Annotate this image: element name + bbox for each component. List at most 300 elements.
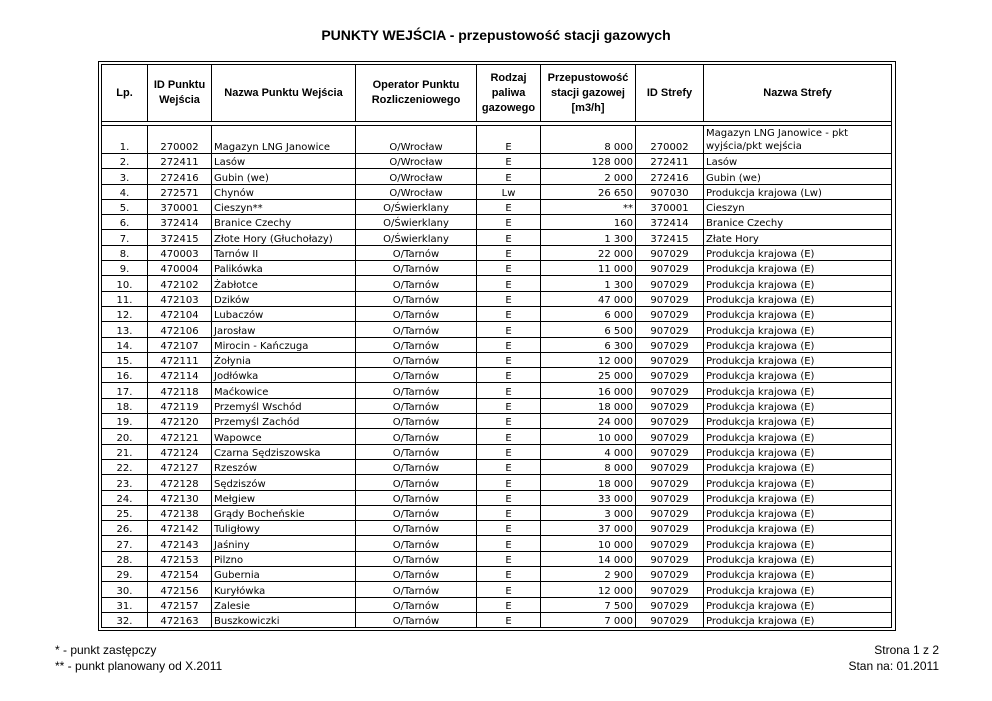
cell-id-strefy: 907029 <box>636 322 704 337</box>
table-row <box>102 352 892 367</box>
cell-id-strefy: 907029 <box>636 612 704 627</box>
cell-lp: 24. <box>102 490 148 505</box>
cell-id-strefy: 907029 <box>636 490 704 505</box>
cell-nazwa: Żabłotce <box>212 276 356 291</box>
table-row <box>102 291 892 306</box>
cell-rodzaj: E <box>477 261 541 276</box>
cell-lp: 27. <box>102 536 148 551</box>
cell-id-strefy: 907029 <box>636 261 704 276</box>
table-row <box>102 490 892 505</box>
cell-lp: 32. <box>102 612 148 627</box>
cell-id-strefy: 907029 <box>636 597 704 612</box>
cell-nazwa: Wapowce <box>212 429 356 444</box>
cell-operator: O/Tarnów <box>356 337 477 352</box>
cell-nazwa-strefy: Produkcja krajowa (E) <box>704 444 892 459</box>
cell-lp: 21. <box>102 444 148 459</box>
cell-nazwa-strefy: Produkcja krajowa (E) <box>704 383 892 398</box>
cell-id: 472104 <box>148 306 212 321</box>
cell-lp: 8. <box>102 245 148 260</box>
table-row <box>102 597 892 612</box>
cell-nazwa-strefy: Produkcja krajowa (E) <box>704 429 892 444</box>
cell-nazwa: Mirocin - Kańczuga <box>212 337 356 352</box>
table-row <box>102 154 892 169</box>
cell-id: 472103 <box>148 291 212 306</box>
cell-rodzaj: E <box>477 475 541 490</box>
cell-nazwa-strefy: Produkcja krajowa (E) <box>704 597 892 612</box>
footnote-substitute: * - punkt zastępczy <box>55 643 157 657</box>
cell-nazwa: Czarna Sędziszowska <box>212 444 356 459</box>
cell-przepustowosc: 33 000 <box>541 490 636 505</box>
cell-rodzaj: E <box>477 199 541 214</box>
cell-id-strefy: 907029 <box>636 567 704 582</box>
table-row <box>102 245 892 260</box>
cell-przepustowosc: 12 000 <box>541 582 636 597</box>
header-id: ID Punktu Wejścia <box>148 65 212 122</box>
cell-id-strefy: 907029 <box>636 521 704 536</box>
header-row <box>102 65 892 122</box>
cell-id: 472106 <box>148 322 212 337</box>
cell-operator: O/Tarnów <box>356 475 477 490</box>
cell-nazwa-strefy: Produkcja krajowa (E) <box>704 291 892 306</box>
cell-operator: O/Tarnów <box>356 582 477 597</box>
cell-nazwa-strefy: Produkcja krajowa (E) <box>704 368 892 383</box>
cell-nazwa: Przemyśl Wschód <box>212 398 356 413</box>
table-row <box>102 169 892 184</box>
cell-operator: O/Tarnów <box>356 597 477 612</box>
cell-nazwa: Jarosław <box>212 322 356 337</box>
cell-rodzaj: E <box>477 414 541 429</box>
cell-id-strefy: 907029 <box>636 429 704 444</box>
cell-przepustowosc: 160 <box>541 215 636 230</box>
cell-nazwa: Gubernia <box>212 567 356 582</box>
cell-nazwa: Tarnów II <box>212 245 356 260</box>
cell-rodzaj: Lw <box>477 184 541 199</box>
cell-id: 272416 <box>148 169 212 184</box>
cell-przepustowosc: 6 500 <box>541 322 636 337</box>
cell-nazwa: Mełgiew <box>212 490 356 505</box>
cell-przepustowosc: 7 000 <box>541 612 636 627</box>
cell-operator: O/Wrocław <box>356 169 477 184</box>
cell-nazwa: Branice Czechy <box>212 215 356 230</box>
cell-id-strefy: 270002 <box>636 126 704 154</box>
cell-operator: O/Tarnów <box>356 490 477 505</box>
table-row <box>102 199 892 214</box>
cell-nazwa: Jaśniny <box>212 536 356 551</box>
cell-lp: 22. <box>102 459 148 474</box>
cell-lp: 26. <box>102 521 148 536</box>
cell-id: 472157 <box>148 597 212 612</box>
cell-nazwa-strefy: Produkcja krajowa (E) <box>704 261 892 276</box>
cell-nazwa-strefy: Produkcja krajowa (E) <box>704 322 892 337</box>
cell-przepustowosc: ** <box>541 199 636 214</box>
cell-lp: 28. <box>102 551 148 566</box>
cell-nazwa-strefy: Produkcja krajowa (E) <box>704 245 892 260</box>
cell-id-strefy: 907029 <box>636 444 704 459</box>
cell-nazwa-strefy: Produkcja krajowa (E) <box>704 306 892 321</box>
table-row <box>102 230 892 245</box>
cell-id-strefy: 907029 <box>636 398 704 413</box>
cell-rodzaj: E <box>477 368 541 383</box>
cell-id: 472143 <box>148 536 212 551</box>
table-row <box>102 414 892 429</box>
cell-id-strefy: 907029 <box>636 475 704 490</box>
cell-nazwa: Lasów <box>212 154 356 169</box>
cell-przepustowosc: 7 500 <box>541 597 636 612</box>
cell-operator: O/Tarnów <box>356 536 477 551</box>
cell-id: 272411 <box>148 154 212 169</box>
cell-nazwa: Kuryłówka <box>212 582 356 597</box>
cell-id: 472107 <box>148 337 212 352</box>
cell-lp: 4. <box>102 184 148 199</box>
cell-operator: O/Tarnów <box>356 383 477 398</box>
cell-id: 472156 <box>148 582 212 597</box>
cell-id-strefy: 907029 <box>636 505 704 520</box>
table-row <box>102 444 892 459</box>
cell-lp: 5. <box>102 199 148 214</box>
cell-przepustowosc: 18 000 <box>541 398 636 413</box>
cell-operator: O/Tarnów <box>356 398 477 413</box>
table-row <box>102 126 892 154</box>
cell-id-strefy: 907029 <box>636 551 704 566</box>
cell-id-strefy: 907029 <box>636 276 704 291</box>
cell-id-strefy: 907029 <box>636 306 704 321</box>
cell-id: 472163 <box>148 612 212 627</box>
cell-lp: 7. <box>102 230 148 245</box>
cell-id-strefy: 372414 <box>636 215 704 230</box>
cell-lp: 11. <box>102 291 148 306</box>
cell-nazwa: Tuligłowy <box>212 521 356 536</box>
cell-rodzaj: E <box>477 459 541 474</box>
cell-id-strefy: 372415 <box>636 230 704 245</box>
cell-nazwa: Lubaczów <box>212 306 356 321</box>
cell-przepustowosc: 18 000 <box>541 475 636 490</box>
cell-id-strefy: 907029 <box>636 352 704 367</box>
cell-rodzaj: E <box>477 154 541 169</box>
cell-nazwa-strefy: Cieszyn <box>704 199 892 214</box>
header-rodzaj: Rodzaj paliwa gazowego <box>477 65 541 122</box>
cell-rodzaj: E <box>477 521 541 536</box>
cell-nazwa-strefy: Produkcja krajowa (E) <box>704 490 892 505</box>
cell-rodzaj: E <box>477 306 541 321</box>
cell-operator: O/Świerklany <box>356 230 477 245</box>
cell-lp: 23. <box>102 475 148 490</box>
cell-id-strefy: 907029 <box>636 291 704 306</box>
cell-nazwa: Maćkowice <box>212 383 356 398</box>
cell-lp: 31. <box>102 597 148 612</box>
table-row <box>102 261 892 276</box>
cell-przepustowosc: 8 000 <box>541 459 636 474</box>
cell-przepustowosc: 11 000 <box>541 261 636 276</box>
cell-operator: O/Wrocław <box>356 184 477 199</box>
cell-nazwa-strefy: Produkcja krajowa (E) <box>704 567 892 582</box>
cell-operator: O/Tarnów <box>356 429 477 444</box>
table-row <box>102 337 892 352</box>
cell-operator: O/Tarnów <box>356 291 477 306</box>
cell-operator: O/Tarnów <box>356 551 477 566</box>
cell-przepustowosc: 37 000 <box>541 521 636 536</box>
cell-nazwa-strefy: Produkcja krajowa (E) <box>704 337 892 352</box>
cell-id-strefy: 907029 <box>636 536 704 551</box>
table-row <box>102 383 892 398</box>
cell-id: 472128 <box>148 475 212 490</box>
cell-nazwa: Sędziszów <box>212 475 356 490</box>
cell-przepustowosc: 24 000 <box>541 414 636 429</box>
cell-id-strefy: 370001 <box>636 199 704 214</box>
cell-id-strefy: 272411 <box>636 154 704 169</box>
header-nazwa-strefy: Nazwa Strefy <box>704 65 892 122</box>
cell-id: 472124 <box>148 444 212 459</box>
cell-lp: 29. <box>102 567 148 582</box>
cell-rodzaj: E <box>477 352 541 367</box>
cell-rodzaj: E <box>477 337 541 352</box>
cell-id: 472127 <box>148 459 212 474</box>
cell-nazwa-strefy: Produkcja krajowa (E) <box>704 612 892 627</box>
cell-nazwa: Żołynia <box>212 352 356 367</box>
cell-przepustowosc: 26 650 <box>541 184 636 199</box>
cell-lp: 30. <box>102 582 148 597</box>
cell-id: 472120 <box>148 414 212 429</box>
cell-lp: 3. <box>102 169 148 184</box>
cell-nazwa: Grądy Bocheńskie <box>212 505 356 520</box>
cell-id: 472102 <box>148 276 212 291</box>
cell-przepustowosc: 3 000 <box>541 505 636 520</box>
cell-rodzaj: E <box>477 215 541 230</box>
cell-rodzaj: E <box>477 490 541 505</box>
cell-id: 472111 <box>148 352 212 367</box>
cell-id: 472142 <box>148 521 212 536</box>
cell-rodzaj: E <box>477 551 541 566</box>
cell-id: 470004 <box>148 261 212 276</box>
cell-operator: O/Tarnów <box>356 612 477 627</box>
cell-operator: O/Świerklany <box>356 199 477 214</box>
cell-operator: O/Tarnów <box>356 368 477 383</box>
cell-lp: 10. <box>102 276 148 291</box>
cell-nazwa-strefy: Produkcja krajowa (E) <box>704 505 892 520</box>
cell-nazwa: Złote Hory (Głuchołazy) <box>212 230 356 245</box>
cell-lp: 2. <box>102 154 148 169</box>
footnote-planned: ** - punkt planowany od X.2011 <box>55 659 223 673</box>
cell-nazwa: Magazyn LNG Janowice <box>212 126 356 154</box>
cell-nazwa-strefy: Produkcja krajowa (E) <box>704 521 892 536</box>
cell-przepustowosc: 6 300 <box>541 337 636 352</box>
cell-rodzaj: E <box>477 245 541 260</box>
cell-rodzaj: E <box>477 582 541 597</box>
cell-lp: 20. <box>102 429 148 444</box>
cell-nazwa: Dzików <box>212 291 356 306</box>
cell-przepustowosc: 25 000 <box>541 368 636 383</box>
page-number: Strona 1 z 2 <box>874 643 939 657</box>
cell-rodzaj: E <box>477 505 541 520</box>
cell-nazwa-strefy: Złate Hory <box>704 230 892 245</box>
cell-operator: O/Tarnów <box>356 567 477 582</box>
table-row <box>102 398 892 413</box>
cell-lp: 19. <box>102 414 148 429</box>
cell-przepustowosc: 2 900 <box>541 567 636 582</box>
cell-nazwa: Cieszyn** <box>212 199 356 214</box>
table-row <box>102 429 892 444</box>
cell-nazwa-strefy: Branice Czechy <box>704 215 892 230</box>
cell-lp: 15. <box>102 352 148 367</box>
cell-rodzaj: E <box>477 597 541 612</box>
header-nazwa: Nazwa Punktu Wejścia <box>212 65 356 122</box>
cell-przepustowosc: 10 000 <box>541 429 636 444</box>
cell-rodzaj: E <box>477 612 541 627</box>
table-row <box>102 582 892 597</box>
cell-id-strefy: 907029 <box>636 337 704 352</box>
cell-przepustowosc: 6 000 <box>541 306 636 321</box>
cell-id: 472130 <box>148 490 212 505</box>
cell-id: 270002 <box>148 126 212 154</box>
table-row <box>102 368 892 383</box>
table-row <box>102 567 892 582</box>
cell-nazwa-strefy: Produkcja krajowa (E) <box>704 398 892 413</box>
cell-nazwa-strefy: Produkcja krajowa (E) <box>704 582 892 597</box>
cell-operator: O/Tarnów <box>356 459 477 474</box>
cell-nazwa-strefy: Magazyn LNG Janowice - pkt wyjścia/pkt wejścia <box>704 126 892 154</box>
cell-rodzaj: E <box>477 383 541 398</box>
cell-operator: O/Tarnów <box>356 444 477 459</box>
entry-points-table <box>101 64 892 628</box>
cell-operator: O/Świerklany <box>356 215 477 230</box>
table-row <box>102 551 892 566</box>
cell-lp: 25. <box>102 505 148 520</box>
table-row <box>102 459 892 474</box>
table-row <box>102 536 892 551</box>
cell-id-strefy: 907029 <box>636 368 704 383</box>
cell-lp: 17. <box>102 383 148 398</box>
cell-nazwa-strefy: Produkcja krajowa (E) <box>704 536 892 551</box>
cell-rodzaj: E <box>477 322 541 337</box>
header-operator: Operator Punktu Rozliczeniowego <box>356 65 477 122</box>
cell-nazwa: Gubin (we) <box>212 169 356 184</box>
cell-nazwa-strefy: Produkcja krajowa (E) <box>704 475 892 490</box>
cell-id-strefy: 907029 <box>636 383 704 398</box>
cell-id: 370001 <box>148 199 212 214</box>
table-row <box>102 184 892 199</box>
cell-operator: O/Tarnów <box>356 261 477 276</box>
cell-nazwa: Przemyśl Zachód <box>212 414 356 429</box>
cell-rodzaj: E <box>477 276 541 291</box>
cell-lp: 18. <box>102 398 148 413</box>
cell-id: 472154 <box>148 567 212 582</box>
cell-rodzaj: E <box>477 126 541 154</box>
cell-lp: 1. <box>102 126 148 154</box>
cell-nazwa-strefy: Lasów <box>704 154 892 169</box>
cell-operator: O/Tarnów <box>356 306 477 321</box>
cell-id: 372414 <box>148 215 212 230</box>
table-row <box>102 612 892 627</box>
table-row <box>102 475 892 490</box>
table-row <box>102 505 892 520</box>
header-lp: Lp. <box>102 65 148 122</box>
cell-rodzaj: E <box>477 536 541 551</box>
cell-nazwa-strefy: Produkcja krajowa (E) <box>704 551 892 566</box>
cell-id: 472114 <box>148 368 212 383</box>
cell-id-strefy: 907029 <box>636 582 704 597</box>
page-title: PUNKTY WEJŚCIA - przepustowość stacji gazowych <box>321 27 671 43</box>
cell-rodzaj: E <box>477 230 541 245</box>
cell-przepustowosc: 8 000 <box>541 126 636 154</box>
cell-rodzaj: E <box>477 444 541 459</box>
cell-przepustowosc: 12 000 <box>541 352 636 367</box>
cell-przepustowosc: 1 300 <box>541 276 636 291</box>
cell-nazwa: Palikówka <box>212 261 356 276</box>
cell-nazwa-strefy: Produkcja krajowa (Lw) <box>704 184 892 199</box>
cell-lp: 12. <box>102 306 148 321</box>
cell-lp: 6. <box>102 215 148 230</box>
cell-operator: O/Tarnów <box>356 245 477 260</box>
cell-id: 472153 <box>148 551 212 566</box>
cell-id: 472121 <box>148 429 212 444</box>
cell-id-strefy: 907029 <box>636 414 704 429</box>
header-id-strefy: ID Strefy <box>636 65 704 122</box>
cell-id-strefy: 907029 <box>636 245 704 260</box>
cell-id: 272571 <box>148 184 212 199</box>
cell-lp: 16. <box>102 368 148 383</box>
table-row <box>102 322 892 337</box>
cell-nazwa-strefy: Produkcja krajowa (E) <box>704 276 892 291</box>
cell-id: 472138 <box>148 505 212 520</box>
cell-id-strefy: 907029 <box>636 459 704 474</box>
cell-nazwa-strefy: Produkcja krajowa (E) <box>704 414 892 429</box>
cell-operator: O/Tarnów <box>356 521 477 536</box>
cell-przepustowosc: 16 000 <box>541 383 636 398</box>
cell-nazwa: Zalesie <box>212 597 356 612</box>
cell-przepustowosc: 22 000 <box>541 245 636 260</box>
cell-przepustowosc: 2 000 <box>541 169 636 184</box>
cell-rodzaj: E <box>477 429 541 444</box>
cell-nazwa-strefy: Gubin (we) <box>704 169 892 184</box>
cell-operator: O/Tarnów <box>356 352 477 367</box>
cell-przepustowosc: 1 300 <box>541 230 636 245</box>
cell-rodzaj: E <box>477 398 541 413</box>
cell-id: 472119 <box>148 398 212 413</box>
cell-przepustowosc: 128 000 <box>541 154 636 169</box>
cell-id: 372415 <box>148 230 212 245</box>
cell-id: 472118 <box>148 383 212 398</box>
cell-rodzaj: E <box>477 567 541 582</box>
cell-przepustowosc: 14 000 <box>541 551 636 566</box>
cell-nazwa-strefy: Produkcja krajowa (E) <box>704 459 892 474</box>
table-row <box>102 521 892 536</box>
cell-id: 470003 <box>148 245 212 260</box>
cell-operator: O/Wrocław <box>356 154 477 169</box>
cell-nazwa: Chynów <box>212 184 356 199</box>
cell-lp: 14. <box>102 337 148 352</box>
header-przepustowosc: Przepustowość stacji gazowej [m3/h] <box>541 65 636 122</box>
cell-id-strefy: 272416 <box>636 169 704 184</box>
table-row <box>102 276 892 291</box>
cell-operator: O/Wrocław <box>356 126 477 154</box>
cell-nazwa: Rzeszów <box>212 459 356 474</box>
cell-operator: O/Tarnów <box>356 414 477 429</box>
cell-nazwa: Jodłówka <box>212 368 356 383</box>
status-date: Stan na: 01.2011 <box>848 659 939 673</box>
cell-przepustowosc: 10 000 <box>541 536 636 551</box>
cell-rodzaj: E <box>477 169 541 184</box>
cell-operator: O/Tarnów <box>356 505 477 520</box>
cell-nazwa: Pilzno <box>212 551 356 566</box>
table-row <box>102 215 892 230</box>
cell-lp: 13. <box>102 322 148 337</box>
cell-operator: O/Tarnów <box>356 276 477 291</box>
cell-operator: O/Tarnów <box>356 322 477 337</box>
cell-przepustowosc: 47 000 <box>541 291 636 306</box>
cell-rodzaj: E <box>477 291 541 306</box>
cell-id-strefy: 907030 <box>636 184 704 199</box>
cell-przepustowosc: 4 000 <box>541 444 636 459</box>
cell-nazwa: Buszkowiczki <box>212 612 356 627</box>
